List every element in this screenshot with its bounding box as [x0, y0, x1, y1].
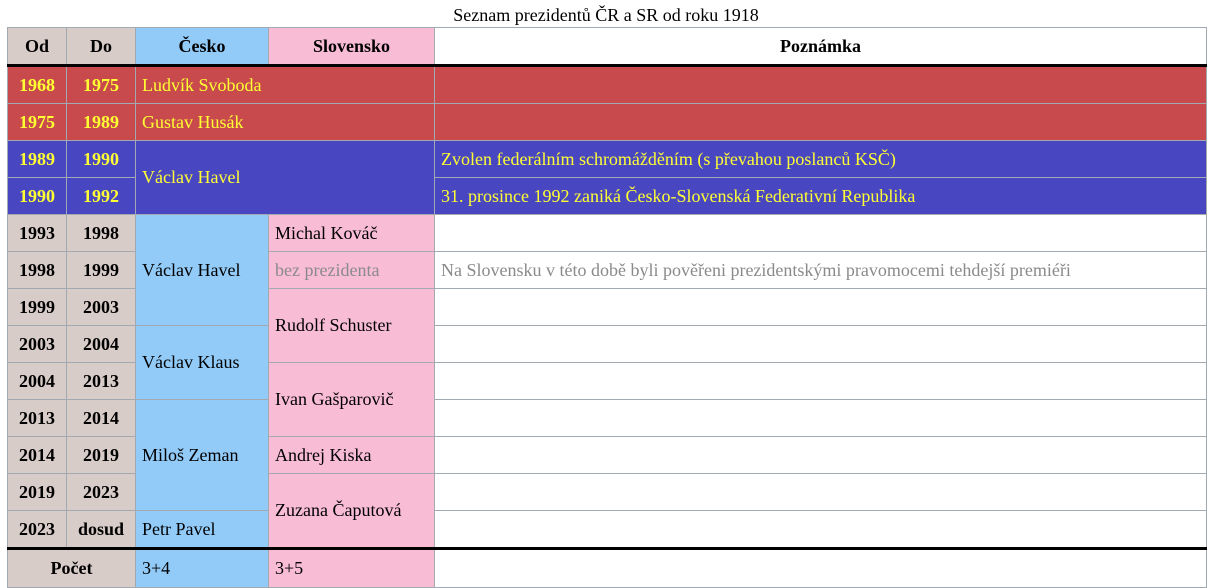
footer-row — [8, 549, 1207, 588]
header-poznamka: Poznámka — [435, 28, 1207, 66]
footer-label: Počet — [8, 549, 136, 588]
year-from: 2004 — [8, 363, 67, 400]
year-from: 2019 — [8, 474, 67, 511]
year-from: 1990 — [8, 178, 67, 215]
year-to: 1999 — [67, 252, 136, 289]
note-cell — [435, 326, 1207, 363]
year-from: 1975 — [8, 104, 67, 141]
year-to: 2023 — [67, 474, 136, 511]
year-to: 2019 — [67, 437, 136, 474]
header-slovensko: Slovensko — [269, 28, 435, 66]
footer-cesko-count: 3+4 — [136, 549, 269, 588]
note-cell — [435, 363, 1207, 400]
year-from: 1998 — [8, 252, 67, 289]
slovensko-president: Andrej Kiska — [269, 437, 435, 474]
year-to: 1992 — [67, 178, 136, 215]
federal-president: Gustav Husák — [136, 104, 435, 141]
year-to: 1990 — [67, 141, 136, 178]
cesko-president: Miloš Zeman — [136, 400, 269, 511]
footer-slovensko-count: 3+5 — [269, 549, 435, 588]
table-row — [8, 215, 1207, 252]
note-cell — [435, 474, 1207, 511]
year-to: 1989 — [67, 104, 136, 141]
note-cell: 31. prosince 1992 zaniká Česko-Slovenská Federativní Republika — [435, 178, 1207, 215]
note-cell: Na Slovensku v této době byli pověřeni prezidentskými pravomocemi tehdejší premiéři — [435, 252, 1207, 289]
year-to: dosud — [67, 511, 136, 549]
table-row — [8, 326, 1207, 363]
note-cell — [435, 104, 1207, 141]
note-cell — [435, 66, 1207, 104]
note-cell — [435, 400, 1207, 437]
header-do: Do — [67, 28, 136, 66]
header-od: Od — [8, 28, 67, 66]
slovensko-president: Ivan Gašparovič — [269, 363, 435, 437]
year-from: 1989 — [8, 141, 67, 178]
federal-president: Václav Havel — [136, 141, 435, 215]
table-row — [8, 400, 1207, 437]
note-cell — [435, 289, 1207, 326]
table-caption: Seznam prezidentů ČR a SR od roku 1918 — [453, 5, 759, 25]
slovensko-president: Zuzana Čaputová — [269, 474, 435, 549]
year-to: 1998 — [67, 215, 136, 252]
cesko-president: Petr Pavel — [136, 511, 269, 549]
note-cell — [435, 215, 1207, 252]
year-from: 2003 — [8, 326, 67, 363]
table-row — [8, 104, 1207, 141]
table-row — [8, 511, 1207, 549]
year-from: 2014 — [8, 437, 67, 474]
year-to: 2004 — [67, 326, 136, 363]
note-cell — [435, 511, 1207, 549]
slovensko-president: Rudolf Schuster — [269, 289, 435, 363]
cesko-president: Václav Havel — [136, 215, 269, 326]
year-from: 1999 — [8, 289, 67, 326]
presidents-table — [7, 27, 1207, 588]
federal-president: Ludvík Svoboda — [136, 66, 435, 104]
header-cesko: Česko — [136, 28, 269, 66]
note-cell — [435, 437, 1207, 474]
year-to: 2003 — [67, 289, 136, 326]
slovensko-president: Michal Kováč — [269, 215, 435, 252]
year-to: 2013 — [67, 363, 136, 400]
year-to: 2014 — [67, 400, 136, 437]
year-from: 2023 — [8, 511, 67, 549]
year-from: 2013 — [8, 400, 67, 437]
table-row — [8, 141, 1207, 178]
cesko-president: Václav Klaus — [136, 326, 269, 400]
slovensko-president: bez prezidenta — [269, 252, 435, 289]
table-row — [8, 66, 1207, 104]
year-from: 1993 — [8, 215, 67, 252]
note-cell: Zvolen federálním schromážděním (s převahou poslanců KSČ) — [435, 141, 1207, 178]
year-from: 1968 — [8, 66, 67, 104]
year-to: 1975 — [67, 66, 136, 104]
note-cell — [435, 549, 1207, 588]
